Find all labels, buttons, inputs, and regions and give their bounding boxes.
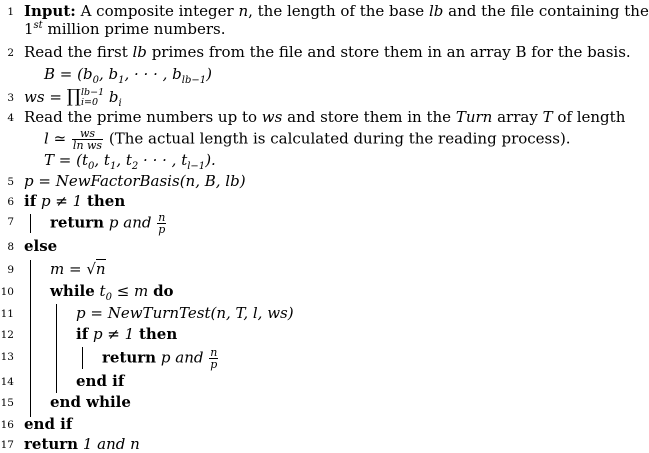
inner-end-if-line [76, 372, 124, 390]
end-if-line [24, 415, 72, 433]
equals: = [33, 172, 56, 190]
formula-part: ). [205, 151, 216, 169]
while-line [50, 282, 174, 303]
line-number: 5 [7, 176, 14, 188]
line-number: 15 [0, 397, 14, 409]
ws-formula [24, 88, 122, 108]
input-keyword: Input: [24, 2, 76, 20]
formula-part: , · · · , b [124, 65, 182, 83]
var-m: m [50, 260, 65, 278]
else-line [24, 237, 57, 255]
line-number: 1 [7, 6, 14, 18]
var-lb: lb [428, 2, 444, 20]
var-p: p [24, 172, 34, 190]
return-value: 1 and n [82, 435, 140, 453]
text: of length [557, 108, 626, 126]
line-number: 17 [0, 439, 14, 451]
keyword-else: else [24, 237, 58, 255]
subscript: lb−1 [181, 75, 207, 86]
text: Read the prime numbers up to [24, 108, 258, 126]
text: (The actual length is calculated during the reading process). [108, 129, 571, 148]
line-number: 8 [7, 241, 14, 253]
line-number: 9 [7, 264, 14, 276]
keyword-if: if [24, 192, 37, 210]
subscript: 1 [118, 75, 125, 86]
basis-formula [44, 65, 212, 86]
inner-if-line [76, 325, 177, 343]
keyword-then: then [138, 325, 178, 343]
line-number: 2 [7, 47, 14, 59]
fraction [72, 128, 103, 151]
numerator: ws [72, 128, 103, 140]
while-block-bar [56, 304, 57, 393]
function-name: NewTurnTest [107, 304, 211, 322]
line-number: 16 [0, 419, 14, 431]
text: Read the first [24, 43, 128, 61]
denominator: p [210, 358, 218, 371]
line-number: 7 [7, 216, 14, 228]
keyword-end-if: end if [24, 415, 73, 433]
inner-then-block-bar [82, 347, 83, 369]
keyword-end-while: end while [50, 393, 131, 411]
keyword-then: then [86, 192, 126, 210]
subscript: i [118, 98, 122, 109]
fraction [209, 347, 218, 370]
subscript: 0 [105, 292, 112, 303]
keyword-return: return [24, 435, 79, 453]
formula-part: , t [94, 151, 110, 169]
denominator: p [158, 223, 166, 236]
formula-part: B = (b [44, 65, 93, 83]
turn-word: Turn [455, 108, 493, 126]
subscript: 0 [92, 75, 99, 86]
fraction [157, 212, 166, 235]
var-l: l [44, 129, 49, 148]
formula-part: T = (t [44, 151, 88, 169]
text: A composite integer [80, 2, 234, 20]
factor-basis-line [24, 172, 246, 190]
text: and the file containing the [448, 2, 649, 20]
inner-return-line [102, 347, 219, 370]
read-turn-line-cont [44, 128, 571, 151]
line-number: 4 [7, 112, 14, 124]
formula-part: ) [206, 65, 212, 83]
sqrt-line [50, 260, 106, 278]
var-lb: lb [132, 43, 147, 61]
read-basis-line [24, 43, 631, 61]
denominator: ln ws [72, 139, 103, 152]
sqrt-symbol: √ [86, 260, 96, 278]
keyword-while: while [50, 282, 95, 300]
input-line-cont [24, 20, 225, 38]
text: million prime numbers. [47, 20, 226, 38]
product-lower: i=0 [80, 97, 99, 108]
return-line [50, 212, 167, 235]
keyword-return: return [50, 213, 105, 232]
subscript: 0 [88, 161, 95, 172]
equals: = [85, 304, 108, 322]
text: , the length of the base [248, 2, 425, 20]
read-turn-line [24, 108, 625, 126]
var-ws: ws [24, 88, 45, 106]
product-limits [81, 88, 104, 108]
formula-part: , t [116, 151, 132, 169]
end-while-line [50, 393, 131, 411]
line-number: 10 [0, 286, 14, 298]
text: 1 [24, 20, 34, 38]
var-t: t [99, 282, 106, 300]
equals: = [64, 260, 87, 278]
product-upper: lb−1 [80, 87, 105, 98]
subscript: 1 [109, 161, 117, 172]
numerator: n [210, 346, 218, 359]
function-args: (n, T, l, ws) [210, 304, 294, 322]
return-value: p and [108, 213, 152, 232]
equals: = [44, 88, 67, 106]
keyword-return: return [102, 348, 157, 367]
text: array [497, 108, 538, 126]
subscript: l−1 [187, 161, 206, 172]
var-T: T [542, 108, 553, 126]
condition: p ≠ 1 [40, 192, 83, 210]
else-block-bar [30, 260, 31, 417]
text: and store them in the [287, 108, 452, 126]
line-number: 11 [0, 308, 14, 320]
subscript: 2 [131, 161, 139, 172]
return-value: p and [160, 348, 204, 367]
line-number: 14 [0, 376, 14, 388]
final-return-line [24, 435, 140, 453]
then-block-bar [30, 214, 31, 233]
line-number: 6 [7, 196, 14, 208]
if-line [24, 192, 125, 210]
line-number: 13 [0, 351, 14, 363]
line-number: 12 [0, 329, 14, 341]
product-symbol: ∏ [66, 86, 81, 107]
line-number: 3 [7, 92, 14, 104]
formula-part: , b [98, 65, 119, 83]
var-n: n [95, 260, 106, 278]
formula-part: · · · , t [138, 151, 188, 169]
approx: ≃ [48, 129, 71, 148]
condition: p ≠ 1 [92, 325, 135, 343]
var-n: n [238, 2, 249, 20]
condition: ≤ m [111, 282, 149, 300]
keyword-end-if: end if [76, 372, 125, 390]
function-name: NewFactorBasis [55, 172, 180, 190]
input-line [24, 2, 649, 20]
keyword-do: do [153, 282, 174, 300]
var-b: b [108, 88, 119, 106]
superscript: st [33, 20, 43, 31]
numerator: n [158, 211, 166, 224]
turn-test-line [76, 304, 294, 322]
text: primes from the file and store them in an array B for the basis. [151, 43, 631, 61]
var-ws: ws [261, 108, 283, 126]
function-args: (n, B, lb) [179, 172, 246, 190]
var-p: p [76, 304, 86, 322]
turn-formula [44, 151, 216, 172]
keyword-if: if [76, 325, 89, 343]
